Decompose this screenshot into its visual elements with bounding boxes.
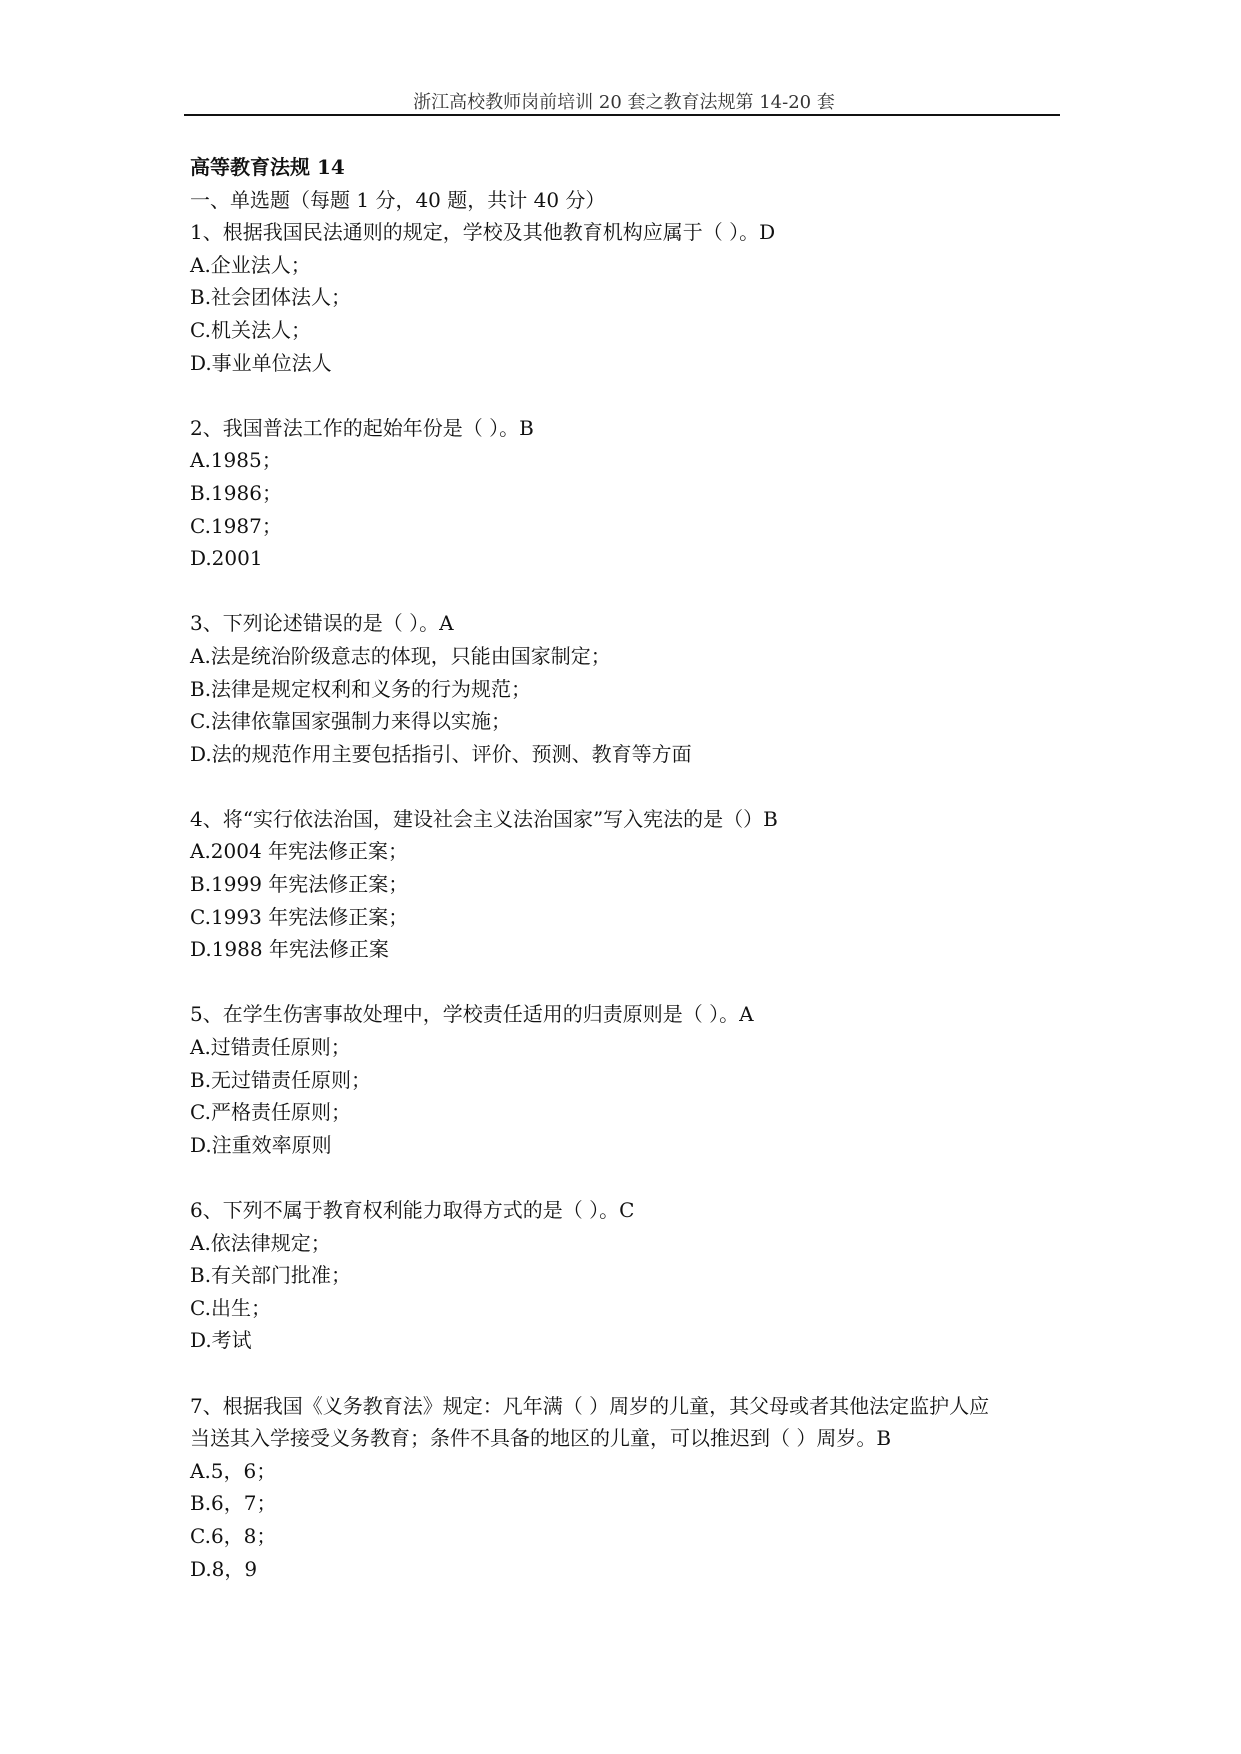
question-block	[190, 412, 1070, 575]
page-header: 浙江高校教师岗前培训 20 套之教育法规第 14-20 套	[413, 92, 835, 113]
question-spacer	[190, 379, 1070, 412]
answer-option: B.有关部门批准；	[190, 1263, 352, 1288]
answer-option: B.社会团体法人；	[190, 285, 352, 310]
question-block	[190, 803, 1070, 966]
answer-option: B.无过错责任原则；	[190, 1067, 372, 1092]
answer-option: D.1988 年宪法修正案	[190, 937, 389, 962]
answer-option: B.6，7；	[190, 1491, 277, 1516]
answer-option: A.过错责任原则；	[190, 1035, 351, 1060]
question-text: 4、将“实行依法治国，建设社会主义法治国家”写入宪法的是（）B	[190, 806, 778, 831]
answer-option: C.法律依靠国家强制力来得以实施；	[190, 709, 511, 734]
question-block	[190, 1194, 1070, 1357]
answer-option: D.事业单位法人	[190, 350, 332, 375]
answer-option: A.企业法人；	[190, 252, 311, 277]
answer-option: A.法是统治阶级意志的体现，只能由国家制定；	[190, 643, 611, 668]
question-block	[190, 607, 1070, 770]
answer-option: A.依法律规定；	[190, 1230, 331, 1255]
answer-option: D.注重效率原则	[190, 1132, 332, 1157]
question-spacer	[190, 575, 1070, 608]
answer-option: A.1985；	[190, 448, 282, 473]
section-heading: 一、单选题（每题 1 分，40 题，共计 40 分）	[190, 187, 606, 212]
header-divider	[184, 114, 1060, 116]
document-title: 高等教育法规 14	[190, 155, 345, 179]
answer-option: C.6，8；	[190, 1523, 277, 1548]
answer-option: C.严格责任原则；	[190, 1100, 351, 1125]
question-text: 5、在学生伤害事故处理中，学校责任适用的归责原则是（ ）。A	[190, 1002, 754, 1027]
question-text: 1、根据我国民法通则的规定，学校及其他教育机构应属于（ ）。D	[190, 220, 776, 245]
answer-option: A.5，6；	[190, 1458, 277, 1483]
question-block	[190, 1390, 1070, 1586]
question-list	[190, 216, 1070, 1585]
question-spacer	[190, 966, 1070, 999]
answer-option: C.1987；	[190, 513, 282, 538]
answer-option: B.1999 年宪法修正案；	[190, 872, 409, 897]
document-body	[190, 151, 1070, 1585]
question-spacer	[190, 1357, 1070, 1390]
question-text: 6、下列不属于教育权利能力取得方式的是（ ）。C	[190, 1198, 635, 1222]
question-text: 3、下列论述错误的是（ ）。A	[190, 611, 454, 636]
question-text: 7、根据我国《义务教育法》规定：凡年满（ ）周岁的儿童，其父母或者其他法定监护人应	[190, 1393, 990, 1418]
answer-option: D.2001	[190, 546, 263, 571]
question-spacer	[190, 1161, 1070, 1194]
question-text: 2、我国普法工作的起始年份是（ ）。B	[190, 415, 534, 440]
question-spacer	[190, 770, 1070, 803]
answer-option: D.考试	[190, 1328, 252, 1353]
answer-option: C.机关法人；	[190, 317, 311, 342]
question-block	[190, 216, 1070, 379]
answer-option: B.法律是规定权利和义务的行为规范；	[190, 676, 532, 701]
answer-option: B.1986；	[190, 480, 282, 505]
answer-option: A.2004 年宪法修正案；	[190, 839, 409, 864]
answer-option: C.出生；	[190, 1295, 271, 1320]
question-block	[190, 998, 1070, 1161]
answer-option: C.1993 年宪法修正案；	[190, 904, 409, 929]
question-text: 当送其入学接受义务教育；条件不具备的地区的儿童，可以推迟到（ ）周岁。B	[190, 1426, 892, 1451]
answer-option: D.法的规范作用主要包括指引、评价、预测、教育等方面	[190, 741, 692, 766]
answer-option: D.8，9	[190, 1556, 258, 1581]
